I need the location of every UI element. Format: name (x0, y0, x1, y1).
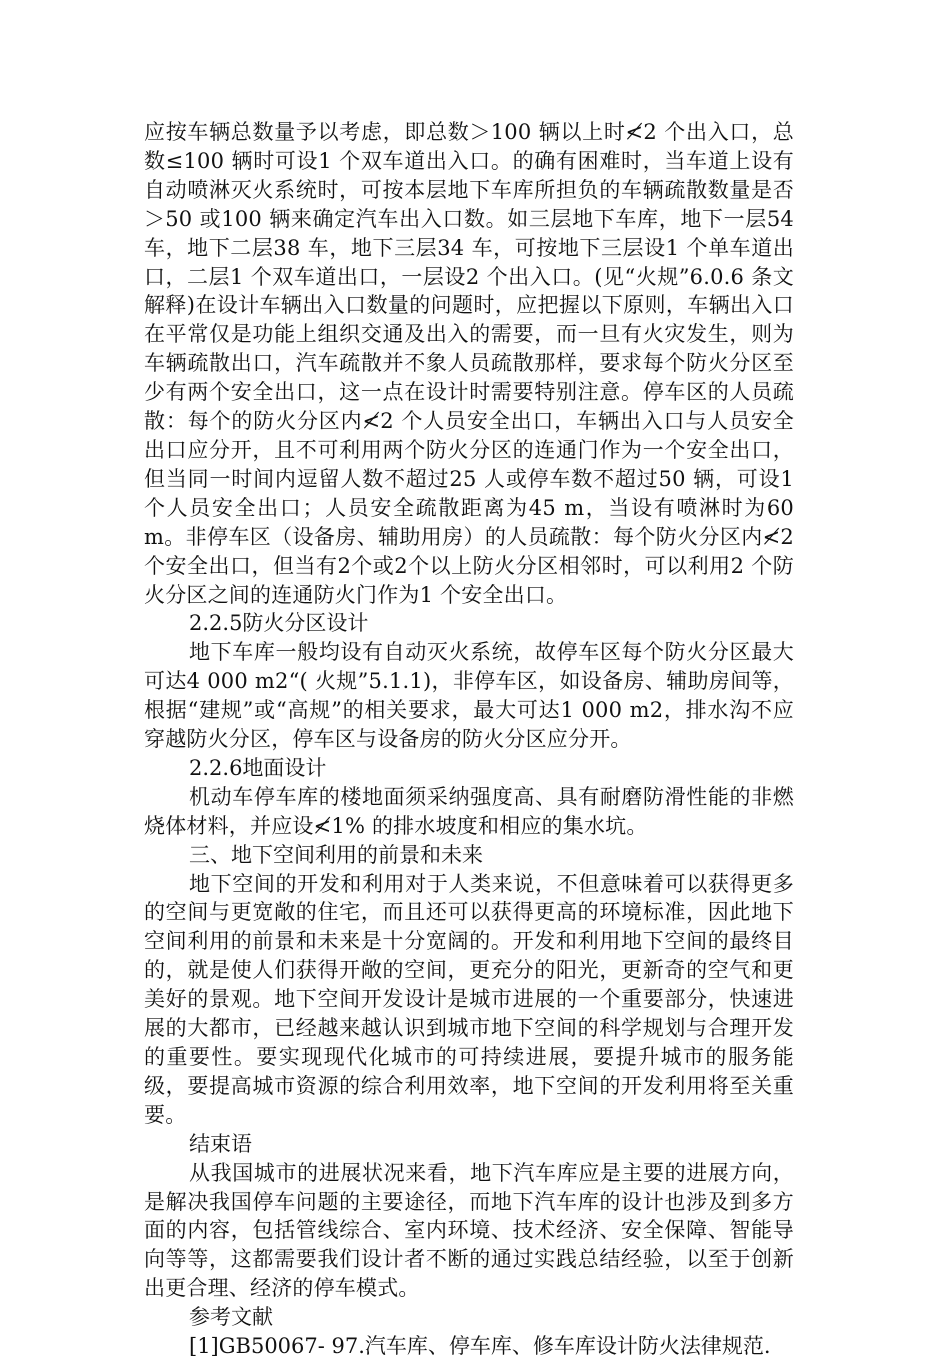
section-heading-three: 三、地下空间利用的前景和未来 (189, 842, 483, 867)
document-body (144, 118, 794, 1361)
section-heading-references: 参考文献 (189, 1305, 273, 1330)
paragraph-conclusion: 从我国城市的进展状况来看，地下汽车库应是主要的进展方向，是解决我国停车问题的主要途径，而地下汽车库的设计也涉及到多方面的内容，包括管线综合、室内环境、技术经济、安全保障、智能导向等等，这都需要我们设计者不断的通过实践总结经验，以至于创新出更合理、经济的停车模式。 (144, 1160, 794, 1301)
paragraph-floor-design: 机动车停车库的楼地面须采纳强度高、具有耐磨防滑性能的非燃烧体材料，并应设≮1% 的排水坡度和相应的集水坑。 (144, 784, 794, 838)
paragraph-fire-compartment: 地下车库一般均设有自动灭火系统，故停车区每个防火分区最大可达4 000 m2“( 火规”5.1.1)，非停车区，如设备房、辅助房间等，根据“建规”或“高规”的相关要求，最大可达1 000 m2，排水沟不应穿越防火分区，停车区与设备房的防火分区应分开。 (144, 640, 794, 752)
paragraph-underground-space: 地下空间的开发和利用对于人类来说，不但意味着可以获得更多的空间与更宽敞的住宅，而且还可以获得更高的环境标准，因此地下空间利用的前景和未来是十分宽阔的。开发和利用地下空间的最终目的，就是使人们获得开敞的空间，更充分的阳光，更新奇的空气和更美好的景观。地下空间开发设计是城市进展的一个重要部分，快速进展的大都市，已经越来越认识到城市地下空间的科学规划与合理开发的重要性。要实现现代化城市的可持续进展，要提升城市的服务能级，要提高城市资源的综合利用效率，地下空间的开发利用将至关重要。 (144, 871, 794, 1127)
reference-item-1: [1]GB50067- 97.汽车库、停车库、修车库设计防火法律规范. (189, 1334, 771, 1359)
section-heading-2-2-5: 2.2.5防火分区设计 (189, 611, 369, 636)
paragraph-vehicle-exits: 应按车辆总数量予以考虑，即总数＞100 辆以上时≮2 个出入口，总数≤100 辆时可设1 个双车道出入口。的确有困难时，当车道上设有自动喷淋灭火系统时，可按本层地下车库所担负的车辆疏散数量是否＞50 或100 辆来确定汽车出入口数。如三层地下车库，地下一层54 车，地下二层38 车，地下三层34 车，可按地下三层设1 个单车道出口，二层1 个双车道出口，一层设2 个出入口。(见“火规”6.0.6 条文解释)在设计车辆出入口数量的问题时，应把握以下原则，车辆出入口在平常仅是功能上组织交通及出入的需要，而一旦有火灾发生，则为车辆疏散出口，汽车疏散并不象人员疏散那样，要求每个防火分区至少有两个安全出口，这一点在设计时需要特别注意。停车区的人员疏散：每个的防火分区内≮2 个人员安全出口，车辆出入口与人员安全出口应分开，且不可利用两个防火分区的连通门作为一个安全出口，但当同一时间内逗留人数不超过25 人或停车数不超过50 辆，可设1 个人员安全出口；人员安全疏散距离为45 m，当设有喷淋时为60 m。非停车区（设备房、辅助用房）的人员疏散：每个防火分区内≮2 个安全出口，但当有2个或2个以上防火分区相邻时，可以利用2 个防火分区之间的连通防火门作为1 个安全出口。 (144, 120, 794, 607)
section-heading-2-2-6: 2.2.6地面设计 (189, 755, 327, 780)
section-heading-conclusion: 结束语 (189, 1131, 252, 1156)
